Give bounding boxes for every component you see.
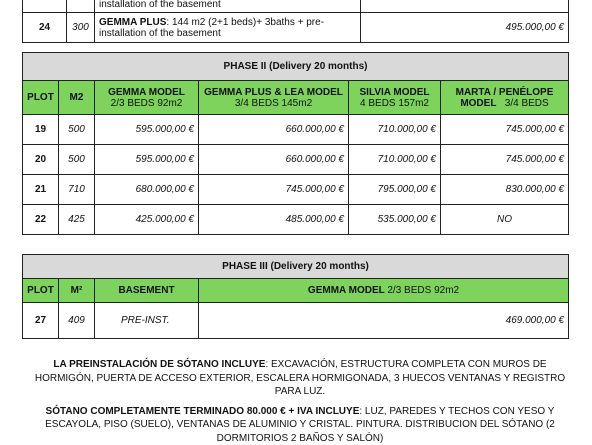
header-sublabel: 2/3 BEDS 92m2 [99, 98, 194, 109]
basement-notes [30, 358, 570, 445]
table-row [23, 115, 569, 145]
m2-cell: 500 [59, 145, 95, 175]
price-cell: 680.000,00 € [95, 175, 199, 205]
col-header-m2: M² [59, 279, 95, 303]
header-sublabel: 3/4 BEDS 145m2 [203, 98, 344, 109]
prev-row-desc: installation of the basement [95, 0, 361, 13]
table-row [23, 303, 569, 339]
col-header-marta [441, 81, 569, 115]
col-header-gemma [199, 279, 569, 303]
note-text: : LUZ, PAREDES Y TECHOS CON YESO Y ESCAYOLA, PISO (SUELO), VENTANAS DE ALUMINIO Y CRISTAL. PINTURA. DISTRIBUCION DEL SÓTANO (2 DORMITORIOS 2 BAÑOS Y SALÓN) [45, 406, 555, 444]
model-description [95, 13, 361, 43]
price-cell: 595.000,00 € [95, 115, 199, 145]
m2-cell: 409 [59, 303, 95, 339]
plot-cell: 19 [23, 115, 59, 145]
m2-cell: 500 [59, 115, 95, 145]
table-row [23, 145, 569, 175]
header-label: MARTA / PENÉLOPE [445, 87, 564, 98]
price-cell: 660.000,00 € [199, 145, 349, 175]
col-header-silvia [349, 81, 441, 115]
plot-cell: 27 [23, 303, 59, 339]
price-cell: 535.000,00 € [349, 205, 441, 235]
phase2-table [22, 52, 569, 235]
price-cell: NO [441, 205, 569, 235]
header-sublabel [445, 98, 564, 109]
price-cell: 795.000,00 € [349, 175, 441, 205]
col-header-gemma [95, 81, 199, 115]
header-beds: 3/4 BEDS [505, 98, 549, 109]
m2-cell: 300 [67, 13, 95, 43]
price-cell: 660.000,00 € [199, 115, 349, 145]
header-sublabel: 4 BEDS 157m2 [353, 98, 436, 109]
price-cell: 830.000,00 € [441, 175, 569, 205]
plot-cell: 24 [23, 13, 67, 43]
basement-cell: PRE-INST. [95, 303, 199, 339]
plot-cell: 22 [23, 205, 59, 235]
preinstallation-note [30, 358, 570, 399]
plot-cell: 20 [23, 145, 59, 175]
phase3-table [22, 254, 569, 339]
col-header-gemma-plus [199, 81, 349, 115]
phase1-table [22, 0, 569, 43]
m2-cell: 710 [59, 175, 95, 205]
header-label: SILVIA MODEL [353, 87, 436, 98]
finished-basement-note [30, 405, 570, 445]
price-cell: 710.000,00 € [349, 115, 441, 145]
col-header-m2: M2 [59, 81, 95, 115]
model-details: : 144 m2 (2+1 beds)+ 3baths + pre-installation of the basement [99, 17, 324, 39]
header-model-word: MODEL [460, 98, 496, 109]
header-sublabel: 2/3 BEDS 92m2 [387, 285, 459, 296]
col-header-basement: BASEMENT [95, 279, 199, 303]
phase3-title: PHASE III (Delivery 20 months) [23, 255, 569, 279]
price-cell: 710.000,00 € [349, 145, 441, 175]
plot-cell: 21 [23, 175, 59, 205]
note-text: : EXCAVACIÓN, ESTRUCTURA COMPLETA CON MUROS DE HORMIGÓN, PUERTA DE ACCESO EXTERIOR, ESCALERA HORMIGONADA, 3 HUECOS VENTANAS Y REGISTRO PARA LUZ. [35, 359, 565, 397]
col-header-plot: PLOT [23, 81, 59, 115]
table-row [23, 175, 569, 205]
note-heading: SÓTANO COMPLETAMENTE TERMINADO 80.000 € + IVA INCLUYE [46, 406, 360, 417]
table-row [23, 205, 569, 235]
m2-cell: 425 [59, 205, 95, 235]
header-label: GEMMA MODEL [99, 87, 194, 98]
price-cell: 745.000,00 € [441, 115, 569, 145]
price-cell: 469.000,00 € [199, 303, 569, 339]
col-header-plot: PLOT [23, 279, 59, 303]
price-cell: 425.000,00 € [95, 205, 199, 235]
price-cell: 495.000,00 € [361, 13, 569, 43]
price-cell: 745.000,00 € [199, 175, 349, 205]
model-name: GEMMA PLUS [99, 17, 166, 28]
price-cell: 745.000,00 € [441, 145, 569, 175]
price-cell: 595.000,00 € [95, 145, 199, 175]
phase2-title: PHASE II (Delivery 20 months) [23, 53, 569, 81]
header-label: GEMMA PLUS & LEA MODEL [203, 87, 344, 98]
note-heading: LA PREINSTALACIÓN DE SÓTANO INCLUYE [53, 359, 265, 370]
price-cell: 485.000,00 € [199, 205, 349, 235]
header-label: GEMMA MODEL [308, 285, 385, 296]
